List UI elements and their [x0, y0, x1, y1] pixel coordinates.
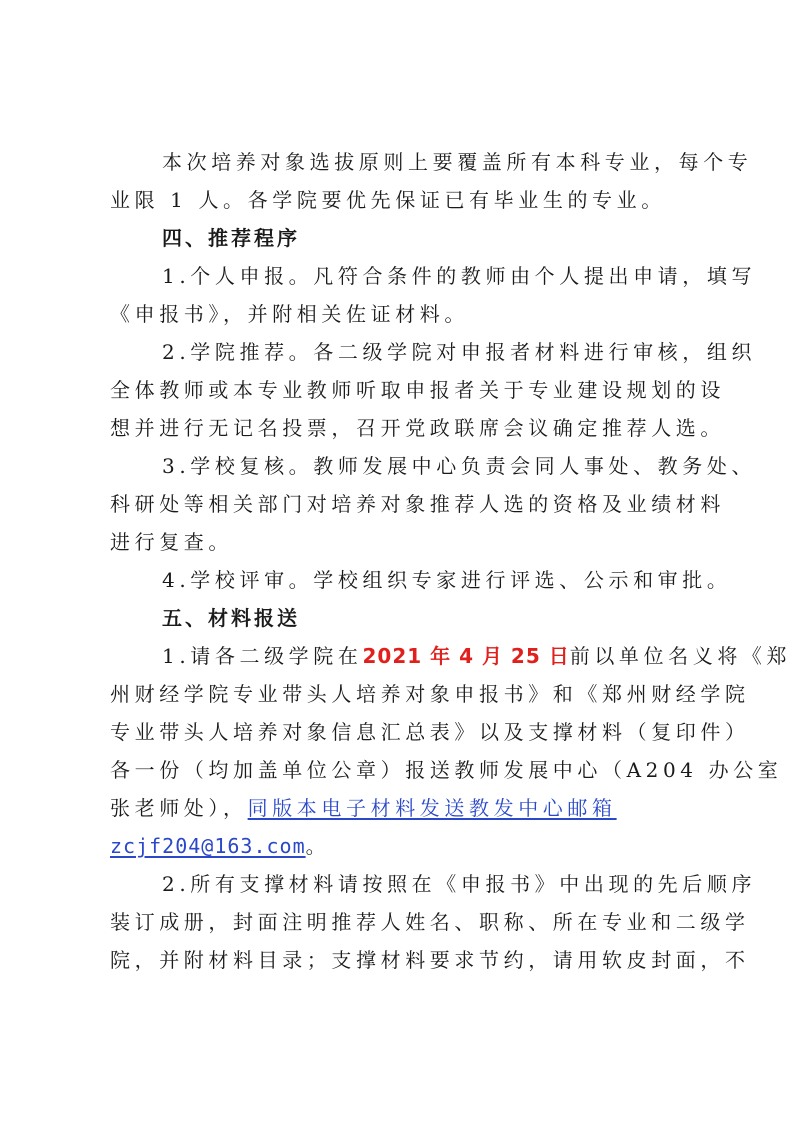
- item2-line-1: 2.所有支撑材料请按照在《申报书》中出现的先后顺序: [162, 872, 757, 896]
- section-heading-material-submission: 五、材料报送: [162, 606, 300, 630]
- step3-line-2: 科研处等相关部门对培养对象推荐人选的资格及业绩材料: [110, 492, 725, 516]
- item1-line-6-suffix: 。: [305, 834, 331, 858]
- item2-line-2: 装订成册，封面注明推荐人姓名、职称、所在专业和二级学: [110, 910, 750, 934]
- step2-line-3: 想并进行无记名投票，召开党政联席会议确定推荐人选。: [110, 416, 725, 440]
- item1-line-1-prefix: 1.请各二级学院在: [162, 644, 363, 668]
- item1-line-5: [110, 788, 690, 828]
- item1-line-3: 专业带头人培养对象信息汇总表》以及支撑材料（复印件）: [110, 720, 750, 744]
- item1-line-4: 各一份（均加盖单位公章）报送教师发展中心（A204 办公室: [110, 758, 783, 782]
- deadline-date: 2021 年 4 月 25 日: [362, 644, 570, 668]
- step2-line-1: 2.学院推荐。各二级学院对申报者材料进行审核，组织: [162, 340, 757, 364]
- item1-line-1-suffix: 前以单位名义将《郑: [569, 644, 792, 668]
- item1-line-1: [162, 636, 792, 676]
- step3-line-1: 3.学校复核。教师发展中心负责会同人事处、教务处、: [162, 454, 757, 478]
- item2-line-3: 院，并附材料目录；支撑材料要求节约，请用软皮封面，不: [110, 948, 750, 972]
- section-heading-recommendation-procedure: 四、推荐程序: [162, 226, 300, 250]
- step1-line-2: 《申报书》，并附相关佐证材料。: [110, 302, 469, 326]
- item1-line-2: 州财经学院专业带头人培养对象申报书》和《郑州财经学院: [110, 682, 750, 706]
- electronic-submission-link[interactable]: 同版本电子材料发送教发中心邮箱: [247, 796, 617, 820]
- step1-line-1: 1.个人申报。凡符合条件的教师由个人提出申请，填写: [162, 264, 757, 288]
- paragraph-coverage-line-2: 业限 1 人。各学院要优先保证已有毕业生的专业。: [110, 188, 666, 212]
- item1-line-5-prefix: 张老师处），: [110, 796, 248, 820]
- step2-line-2: 全体教师或本专业教师听取申报者关于专业建设规划的设: [110, 378, 725, 402]
- item1-line-6: [110, 826, 690, 866]
- step4-line-1: 4.学校评审。学校组织专家进行评选、公示和审批。: [162, 568, 732, 592]
- step3-line-3: 进行复查。: [110, 530, 233, 554]
- email-link[interactable]: zcjf204@163.com: [110, 834, 306, 858]
- paragraph-coverage-line-1: 本次培养对象选拔原则上要覆盖所有本科专业，每个专: [162, 150, 753, 174]
